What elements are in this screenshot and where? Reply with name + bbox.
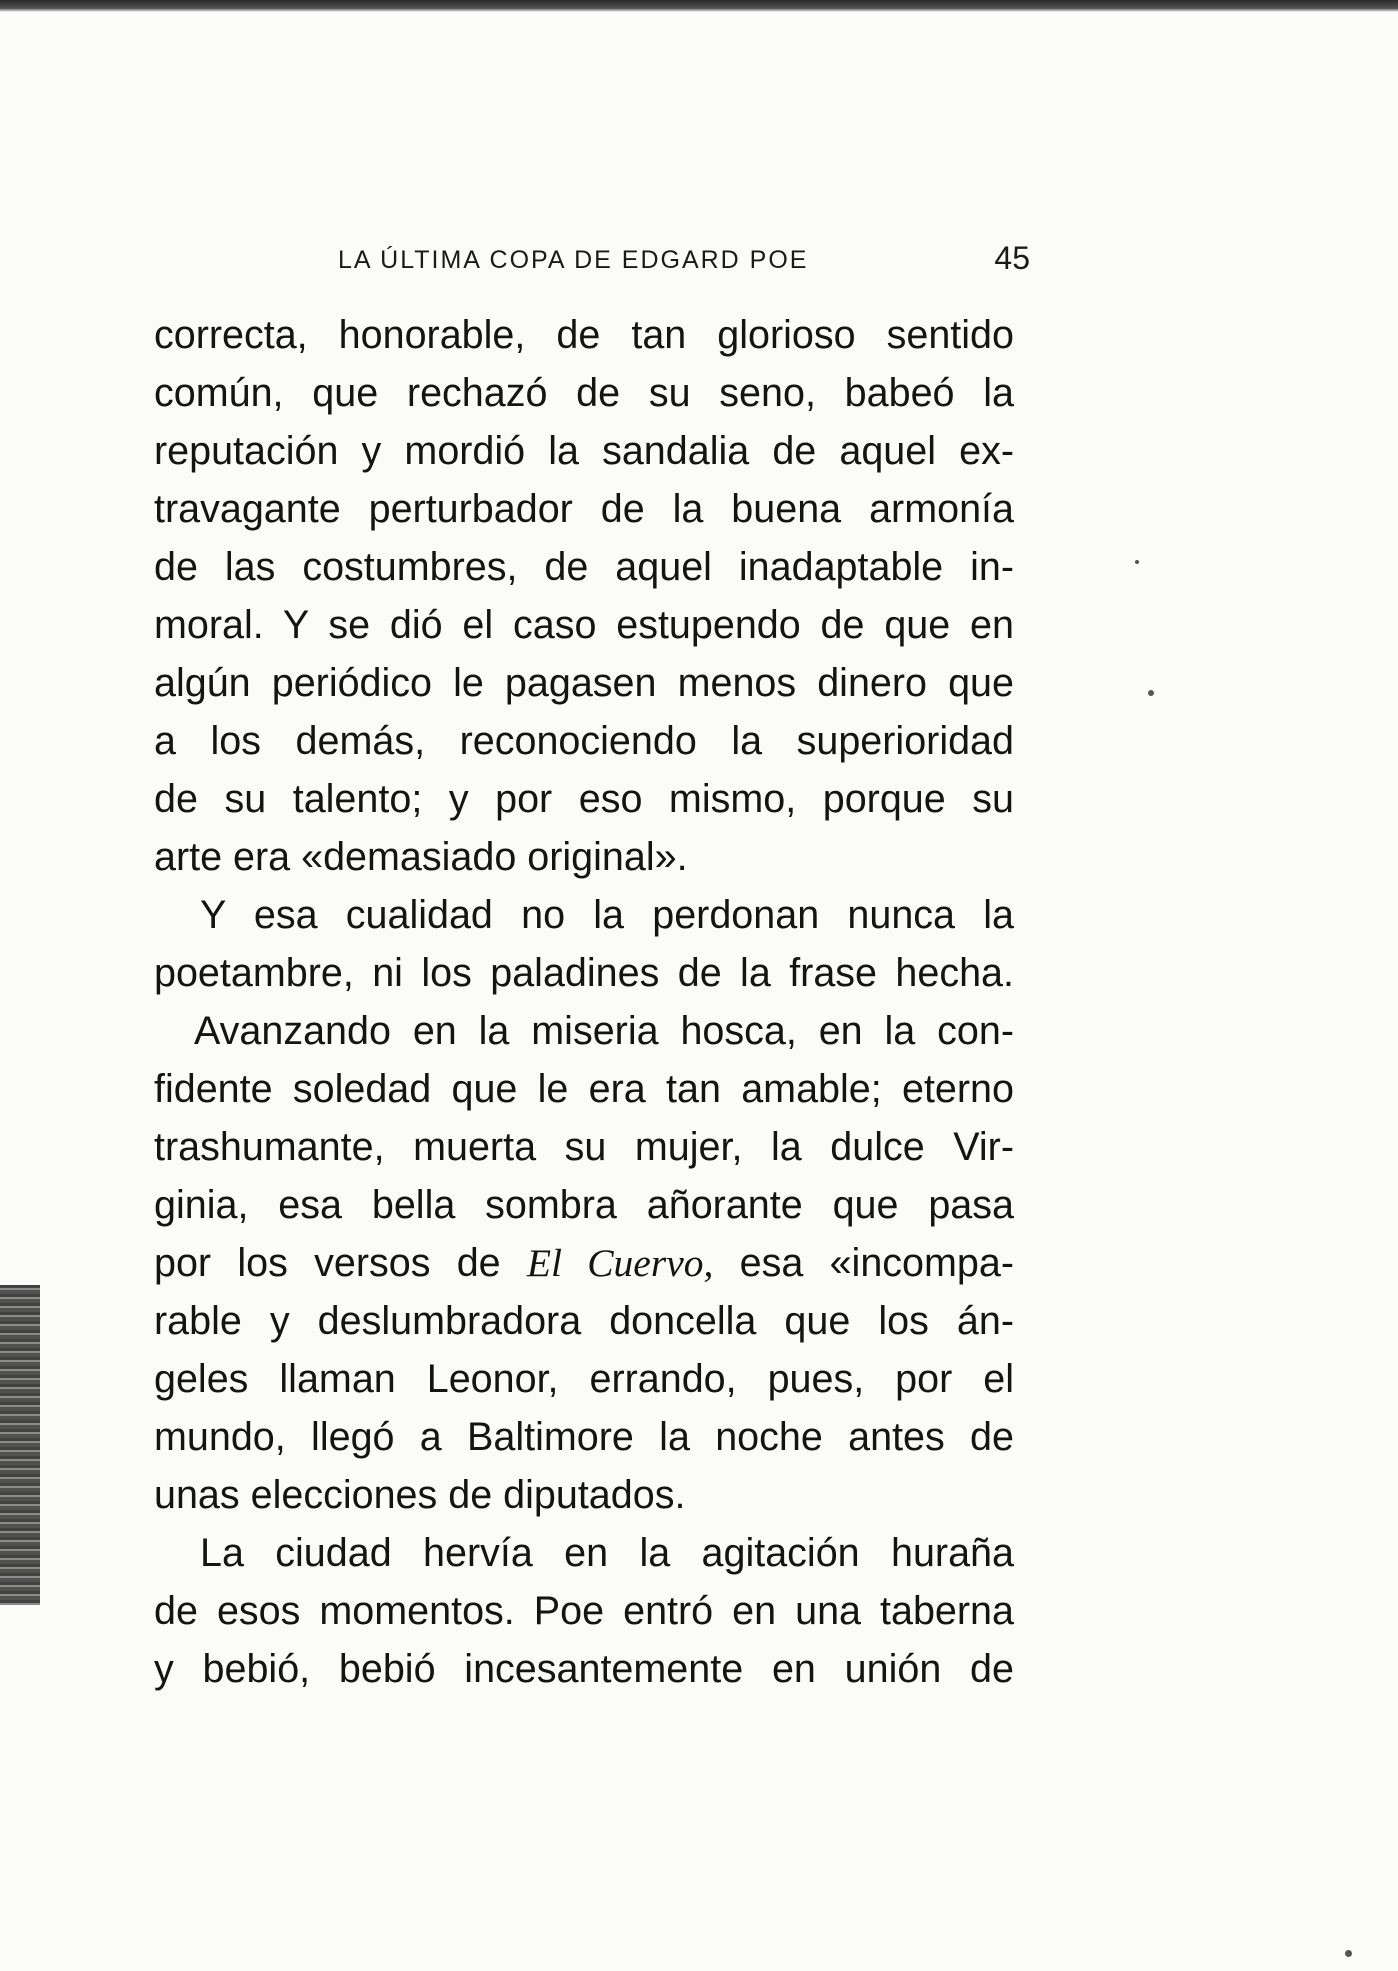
text-line: La ciudad hervía en la agitación huraña (200, 1531, 1014, 1575)
text-line: Avanzando en la miseria hosca, en la con- (194, 1009, 1014, 1053)
page-number: 45 (994, 240, 1030, 276)
text-line: común, que rechazó de su seno, babeó la (154, 371, 1014, 415)
binding-shadow (0, 1285, 40, 1605)
text-segment: por los versos de (154, 1241, 527, 1285)
text-line: mundo, llegó a Baltimore la noche antes de (154, 1415, 1014, 1459)
running-header (338, 240, 1030, 280)
ink-speck (1135, 560, 1139, 564)
page-top-edge (0, 0, 1398, 12)
text-line: trashumante, muerta su mujer, la dulce Vir- (154, 1125, 1014, 1169)
text-line: fidente soledad que le era tan amable; eterno (154, 1067, 1014, 1111)
text-segment: esa «incompa- (713, 1241, 1014, 1285)
text-line: y bebió, bebió incesantemente en unión de (154, 1647, 1014, 1691)
text-line: ginia, esa bella sombra añorante que pasa (154, 1183, 1014, 1227)
text-line: rable y deslumbradora doncella que los án- (154, 1299, 1014, 1343)
text-line: de las costumbres, de aquel inadaptable in- (154, 545, 1014, 589)
paragraph (154, 306, 1014, 886)
text-line: poetambre, ni los paladines de la frase hecha. (154, 951, 1014, 995)
text-line: moral. Y se dió el caso estupendo de que en (154, 603, 1014, 647)
text-line (154, 1234, 1014, 1292)
page-body (154, 306, 1014, 1698)
text-line: algún periódico le pagasen menos dinero que (154, 661, 1014, 705)
text-line: a los demás, reconociendo la superioridad (154, 719, 1014, 763)
text-line: Y esa cualidad no la perdonan nunca la (200, 893, 1014, 937)
text-line: de su talento; y por eso mismo, porque su (154, 777, 1014, 821)
text-line: reputación y mordió la sandalia de aquel ex- (154, 429, 1014, 473)
running-title: LA ÚLTIMA COPA DE EDGARD POE (338, 246, 809, 274)
paragraph (154, 1524, 1014, 1698)
text-line: de esos momentos. Poe entró en una taberna (154, 1589, 1014, 1633)
paragraph (154, 1002, 1014, 1524)
ink-speck (1148, 690, 1154, 696)
text-line: travagante perturbador de la buena armonía (154, 487, 1014, 531)
text-line: unas elecciones de diputados. (154, 1473, 686, 1517)
paragraph (154, 886, 1014, 1002)
text-line: geles llaman Leonor, errando, pues, por el (154, 1357, 1014, 1401)
text-line: correcta, honorable, de tan glorioso sentido (154, 313, 1014, 357)
ink-speck (1345, 1950, 1352, 1957)
book-title-italic: El Cuervo, (526, 1241, 714, 1285)
text-line: arte era «demasiado original». (154, 835, 688, 879)
